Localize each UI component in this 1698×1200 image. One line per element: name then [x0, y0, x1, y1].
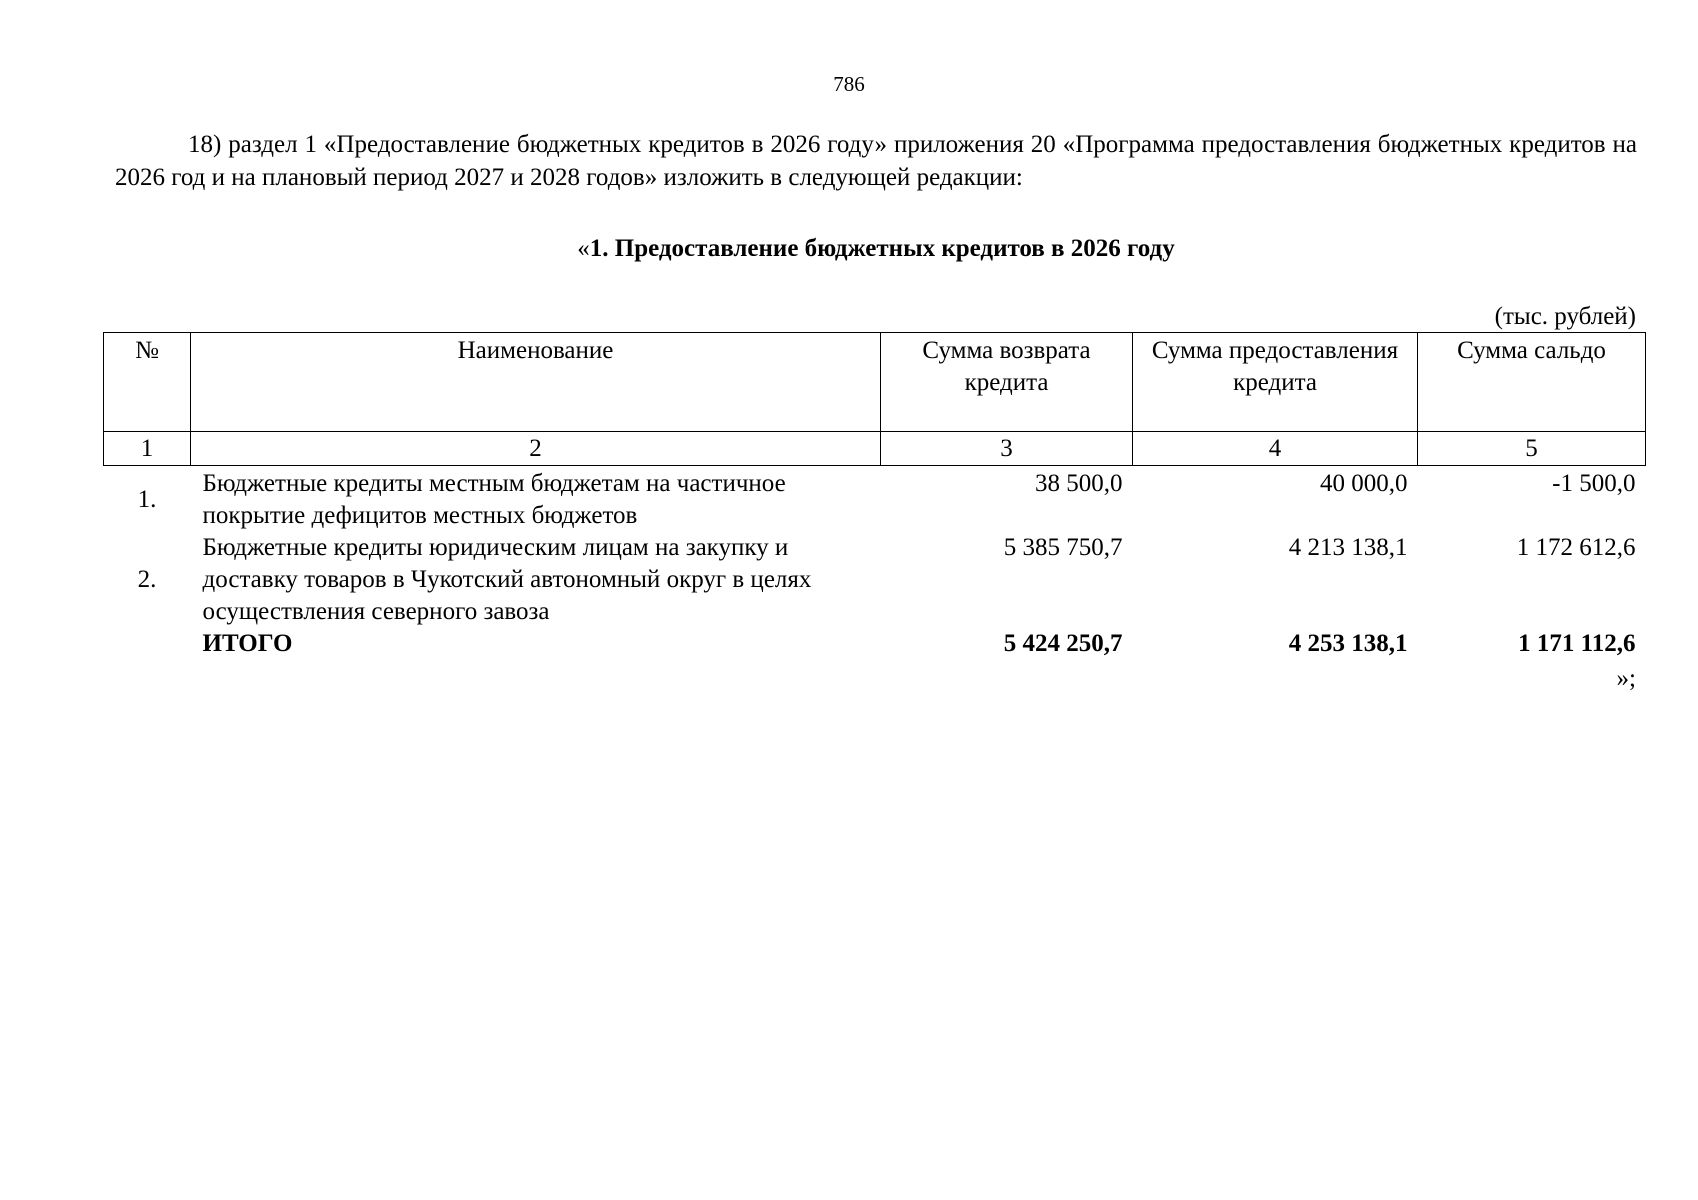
section-title-text: 1. Предоставление бюджетных кредитов в 2026 году — [589, 235, 1175, 262]
total-label: ИТОГО — [202, 630, 293, 657]
header-number: № — [104, 333, 191, 432]
column-number-2: 2 — [191, 432, 881, 466]
row-provide-amount: 40 000,0 — [1320, 470, 1408, 497]
page-number: 786 — [833, 72, 865, 96]
row-return-amount: 38 500,0 — [1035, 470, 1123, 497]
units-label: (тыс. рублей) — [1494, 303, 1636, 330]
row-name: Бюджетные кредиты юридическим лицам на закупку и доставку товаров в Чукотский автономный округ в целях осуществления северного завоза — [202, 534, 812, 625]
table-row — [104, 466, 1646, 533]
column-numbers-row — [104, 432, 1646, 466]
credits-table-container — [103, 332, 1645, 660]
header-return-amount: Сумма возврата кредита — [881, 333, 1133, 432]
intro-paragraph: 18) раздел 1 «Предоставление бюджетных кредитов в 2026 году» приложения 20 «Программа предоставления бюджетных кредитов на 2026 год и на плановый период 2027 и 2028 годов» изложить в следующей редакции: — [115, 131, 1637, 191]
column-number-4: 4 — [1133, 432, 1418, 466]
row-number: 2. — [137, 566, 157, 593]
header-name: Наименование — [191, 333, 881, 432]
section-title — [0, 232, 1698, 265]
closing-quote-mark: »; — [1616, 665, 1636, 692]
row-balance-amount: 1 172 612,6 — [1516, 534, 1636, 561]
header-balance-amount: Сумма сальдо — [1418, 333, 1646, 432]
credits-table — [103, 332, 1646, 660]
column-number-3: 3 — [881, 432, 1133, 466]
section-title-quote: « — [577, 235, 590, 262]
row-number: 1. — [137, 486, 157, 513]
row-return-amount: 5 385 750,7 — [1003, 534, 1123, 561]
row-balance-amount: -1 500,0 — [1552, 470, 1636, 497]
total-balance-amount: 1 171 112,6 — [1518, 630, 1636, 657]
total-provide-amount: 4 253 138,1 — [1288, 630, 1408, 657]
total-return-amount: 5 424 250,7 — [1003, 630, 1123, 657]
table-row — [104, 532, 1646, 628]
total-number-cell — [104, 628, 191, 660]
header-provide-amount: Сумма предоставления кредита — [1133, 333, 1418, 432]
column-number-5: 5 — [1418, 432, 1646, 466]
row-provide-amount: 4 213 138,1 — [1288, 534, 1408, 561]
column-number-1: 1 — [104, 432, 191, 466]
total-row — [104, 628, 1646, 660]
row-name: Бюджетные кредиты местным бюджетам на частичное покрытие дефицитов местных бюджетов — [202, 470, 786, 529]
table-header-row — [104, 333, 1646, 432]
